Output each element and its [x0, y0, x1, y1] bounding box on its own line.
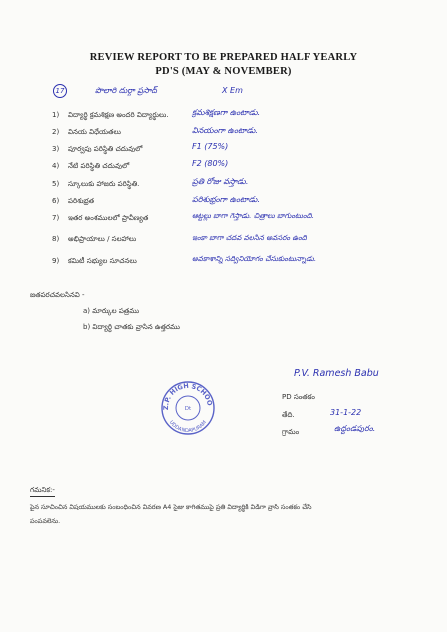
village-value: ఉద్దండపురం.	[334, 424, 376, 433]
pd-signature: P.V. Ramesh Babu	[294, 368, 379, 379]
item-answer: వినయంగా ఉంటాడు.	[192, 126, 258, 135]
item-number: 1)	[52, 111, 60, 119]
item-number: 8)	[52, 235, 60, 243]
note-text-line1: పైన సూచించిన విషయములకు సంబంధించిన వివరణ A4 సైజు కాగితముపై ప్రతి విద్యార్థికి విడిగా వ్రాసి సంతకం చేసి	[30, 503, 312, 511]
item-answer: అవకాశాన్ని సద్వినియోగం చేసుకుంటున్నాడు.	[192, 254, 317, 263]
item-label: పరిశుభ్రత	[68, 197, 95, 205]
date-label: తేది.	[282, 411, 295, 419]
item-answer: ప్రతి రోజు వస్తాడు.	[192, 177, 249, 186]
enclosure-a: a) మార్కుల పత్రము	[83, 307, 140, 315]
item-number: 6)	[52, 197, 60, 205]
school-stamp	[160, 380, 216, 436]
item-label: వినయ విధేయతలు	[68, 128, 121, 136]
student-number: 17	[53, 84, 67, 98]
item-answer: F1 (75%)	[192, 142, 229, 151]
item-number: 9)	[52, 257, 60, 265]
item-number: 7)	[52, 214, 60, 222]
student-name: పొలారి దుర్గా ప్రసాద్	[95, 86, 157, 95]
village-label: గ్రామం	[282, 428, 300, 436]
item-number: 4)	[52, 162, 60, 170]
enclosure-b: b) విద్యార్థి చాతకు వ్రాసిన ఉత్తరము	[83, 323, 180, 331]
item-label: ఇతర అంశములలో ప్రావీణ్యత	[68, 214, 149, 222]
item-answer: పరిశుభ్రంగా ఉంటాడు.	[192, 195, 260, 204]
item-label: కమిటీ సభ్యుల సూచనలు	[68, 257, 137, 265]
item-number: 3)	[52, 145, 60, 153]
item-number: 2)	[52, 128, 60, 136]
svg-text:Z.P. HIGH SCHOOL: Z.P. HIGH SCHOO	[161, 381, 214, 411]
svg-text:Dt: Dt	[184, 406, 192, 412]
report-title-line2: PD'S (MAY & NOVEMBER)	[155, 66, 292, 77]
stamp-seal-icon	[160, 380, 216, 436]
item-answer: ఆట్టల్లు బాగా గెస్తాడు. చిత్రాలు బాగుంటుంది.	[192, 211, 315, 220]
item-answer: F2 (80%)	[192, 159, 229, 168]
student-class: X Em	[222, 86, 243, 95]
item-label: నేటి పరిస్థితి చదువులో	[68, 162, 130, 170]
item-label: అభిప్రాయాలు / సలహాలు	[68, 235, 137, 243]
note-text-line2: పంపవలెను.	[30, 517, 61, 525]
report-title-line1: REVIEW REPORT TO BE PREPARED HALF YEARLY	[89, 52, 358, 63]
item-label: స్కూలుకు హాజరు పరిస్థితి.	[68, 180, 140, 188]
item-answer: క్రమశిక్షణగా ఉంటాడు.	[192, 108, 261, 117]
enclosures-heading: జతపరచవలసినవి -	[30, 291, 85, 299]
item-number: 5)	[52, 180, 60, 188]
svg-text:UDDANDAPURAM: UDDANDAPURAM	[167, 419, 209, 435]
item-label: విద్యార్థి క్రమశిక్షణ అందరి విద్యార్థులు.	[68, 111, 169, 119]
date-value: 31-1-22	[330, 408, 362, 417]
note-heading: గమనిక:-	[30, 486, 55, 497]
item-answer: ఇంకా బాగా చదవ వలసిన అవసరం ఉంది	[192, 233, 307, 242]
item-label: పూర్వపు పరిస్థితి చదువులో	[68, 145, 143, 153]
pd-signature-label: PD సంతకం	[282, 393, 315, 401]
